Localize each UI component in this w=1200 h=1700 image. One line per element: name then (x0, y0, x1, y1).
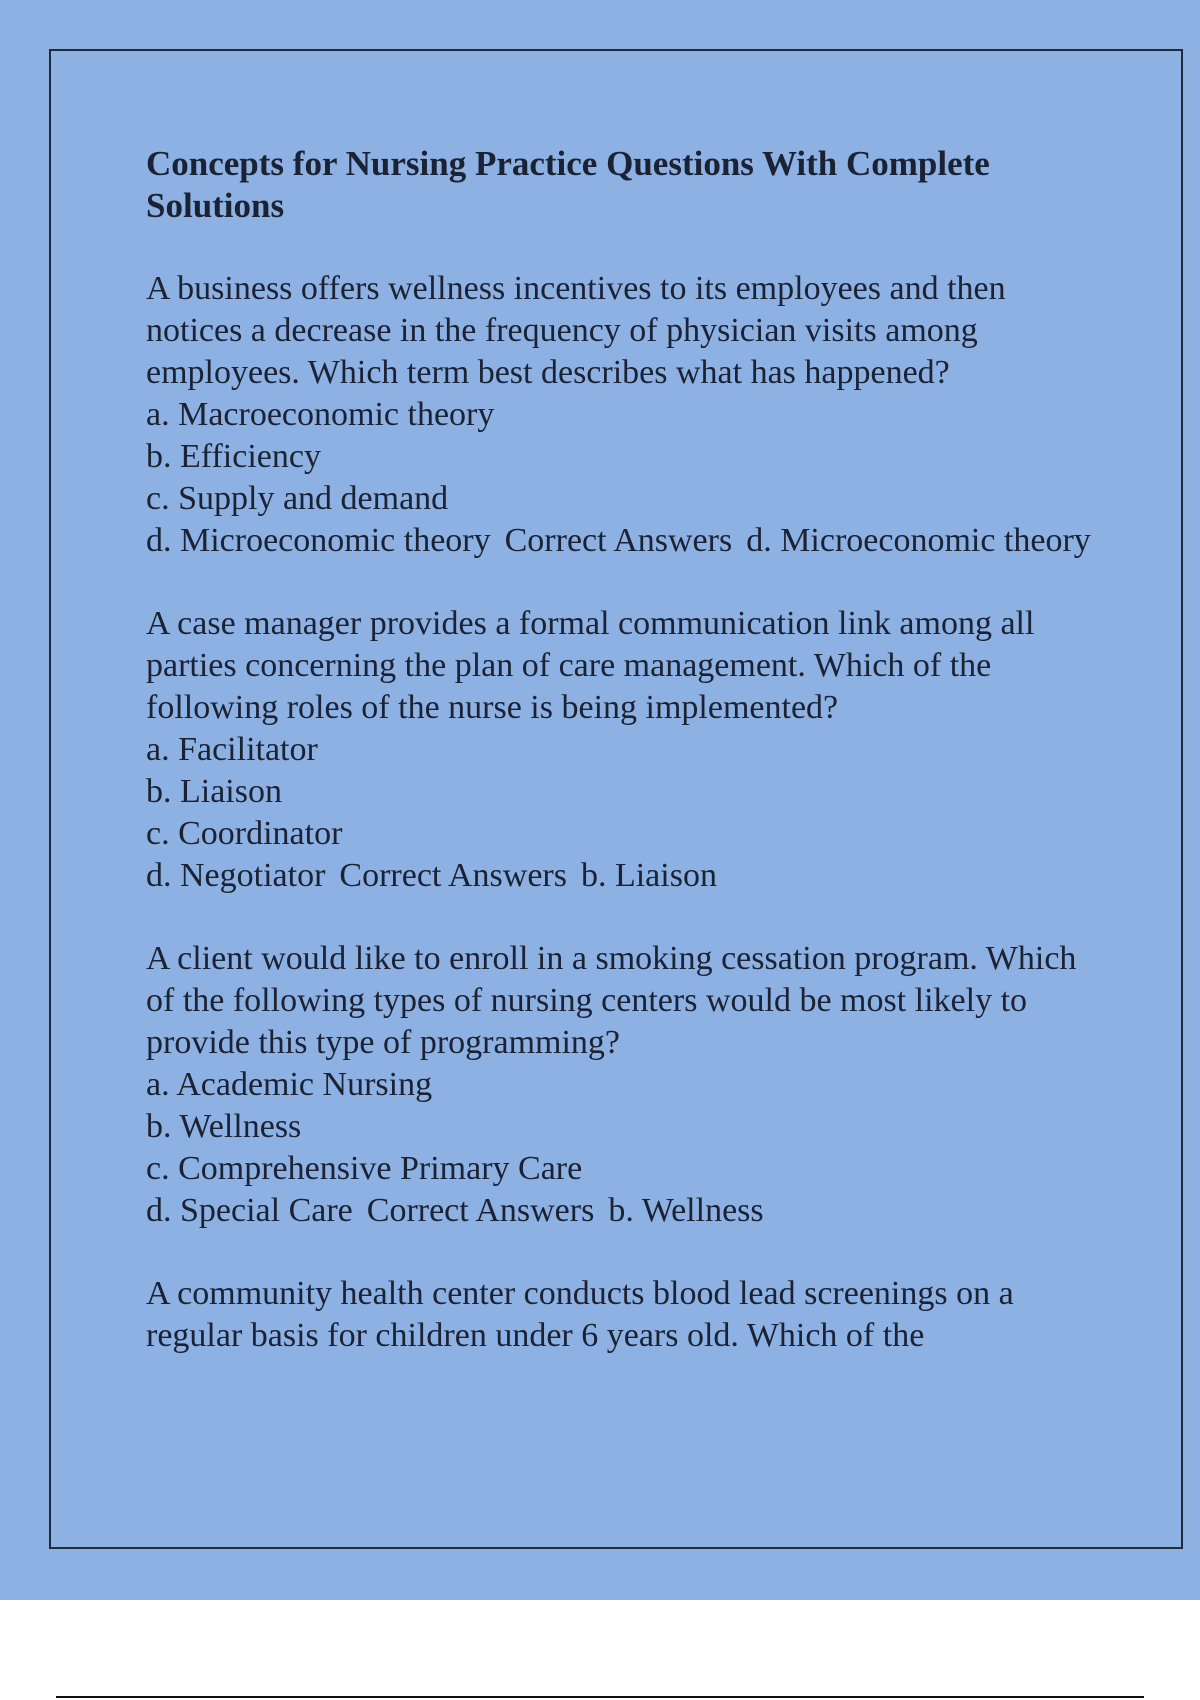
document-content (146, 143, 1096, 1398)
question-block (146, 938, 1096, 1232)
question-block (146, 268, 1096, 562)
answer-option: d. Microeconomic theory (146, 522, 491, 559)
question-block (146, 1273, 1096, 1357)
answer-option: c. Supply and demand (146, 480, 449, 517)
answer-option-with-solution (146, 855, 1096, 897)
question-text: A client would like to enroll in a smoking cessation program. Which of the following types of nursing centers would be most likely to provide this type of programming? (146, 940, 1077, 1061)
answer-option: b. Wellness (146, 1108, 302, 1145)
footer-rule (56, 1696, 1144, 1698)
question-text: A business offers wellness incentives to its employees and then notices a decrease in the frequency of physician visits among employees. Which term best describes what has happened? (146, 270, 1006, 391)
answer-option: b. Efficiency (146, 438, 321, 475)
answer-option: a. Academic Nursing (146, 1066, 433, 1103)
answer-option: d. Negotiator (146, 857, 326, 894)
answer-option-with-solution (146, 1190, 1096, 1232)
answer-option: b. Liaison (146, 773, 282, 810)
answer-option: a. Facilitator (146, 731, 318, 768)
document-title: Concepts for Nursing Practice Questions With Complete Solutions (146, 144, 990, 225)
answer-option: c. Comprehensive Primary Care (146, 1150, 583, 1187)
question-block (146, 603, 1096, 897)
correct-answers-label: Correct Answers (339, 857, 567, 894)
answer-option: a. Macroeconomic theory (146, 396, 495, 433)
question-text: A case manager provides a formal communication link among all parties concerning the plan of care management. Which of the following roles of the nurse is being implemented? (146, 605, 1035, 726)
correct-answers-label: Correct Answers (366, 1192, 595, 1229)
correct-answer: b. Wellness (608, 1192, 764, 1229)
correct-answer: d. Microeconomic theory (746, 522, 1091, 559)
answer-option-with-solution (146, 520, 1096, 562)
question-text: A community health center conducts blood lead screenings on a regular basis for children under 6 years old. Which of the (146, 1275, 1014, 1354)
correct-answers-label: Correct Answers (504, 522, 733, 559)
answer-option: d. Special Care (146, 1192, 353, 1229)
answer-option: c. Coordinator (146, 815, 343, 852)
correct-answer: b. Liaison (580, 857, 717, 894)
